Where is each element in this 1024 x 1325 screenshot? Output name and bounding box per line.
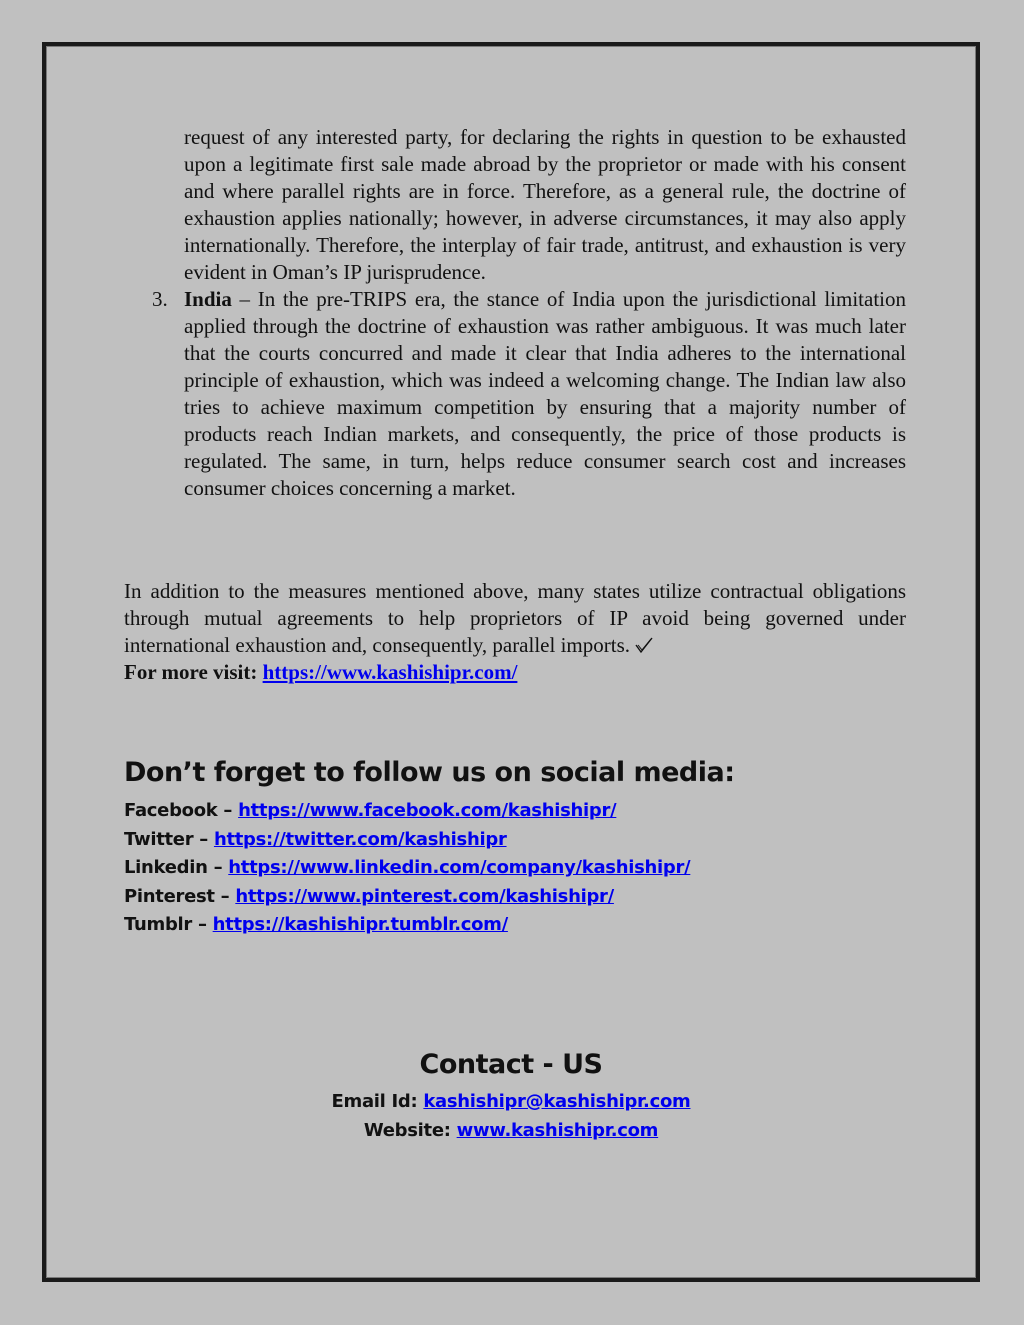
list-item-number: 3.: [152, 287, 168, 311]
social-name: Linkedin –: [124, 857, 223, 878]
website-label: Website:: [363, 1120, 451, 1141]
visit-label: For more visit:: [124, 660, 258, 684]
social-name: Tumblr –: [124, 914, 207, 935]
list-item-term: India: [184, 287, 232, 311]
social-item-pinterest: [124, 883, 690, 912]
pinterest-link[interactable]: https://www.pinterest.com/kashishipr/: [235, 885, 614, 907]
contact-email-line: [46, 1091, 976, 1112]
website-link[interactable]: www.kashishipr.com: [456, 1120, 659, 1141]
email-label: Email Id:: [331, 1091, 418, 1112]
social-item-linkedin: [124, 854, 690, 883]
social-item-tumblr: [124, 911, 690, 940]
document-page: [42, 42, 980, 1282]
twitter-link[interactable]: https://twitter.com/kashishipr: [213, 828, 507, 850]
list-item-india: [152, 286, 906, 502]
social-heading: Don’t forget to follow us on social media:: [124, 757, 735, 788]
list-item-continuation: request of any interested party, for declaring the rights in question to be exhausted upon a legitimate first sale made abroad by the proprietor or made with his consent and where parallel rights are in force. Therefore, as a general rule, the doctrine of exhaustion applies nationally; however, in adverse circumstances, it may also apply internationally. Therefore, the interplay of fair trade, antitrust, and exhaustion is very evident in Oman’s IP jurisprudence.: [184, 125, 906, 284]
social-name: Facebook –: [124, 800, 233, 821]
social-item-twitter: [124, 826, 690, 855]
numbered-list: [152, 124, 906, 502]
social-item-facebook: [124, 797, 690, 826]
social-name: Pinterest –: [124, 885, 230, 907]
contact-website-line: [46, 1120, 976, 1141]
email-link[interactable]: kashishipr@kashishipr.com: [423, 1091, 691, 1112]
visit-line: [124, 659, 517, 686]
check-icon: [634, 636, 654, 654]
social-list: [124, 797, 690, 940]
body-paragraph-text: In addition to the measures mentioned above, many states utilize contractual obligations through mutual agreements to help proprietors of IP avoid being governed under international exhaustion and, consequently, parallel imports.: [124, 579, 906, 657]
facebook-link[interactable]: https://www.facebook.com/kashishipr/: [238, 800, 617, 821]
tumblr-link[interactable]: https://kashishipr.tumblr.com/: [212, 914, 508, 935]
linkedin-link[interactable]: https://www.linkedin.com/company/kashishipr/: [228, 857, 691, 878]
list-item-text: – In the pre-TRIPS era, the stance of India upon the jurisdictional limitation applied through the doctrine of exhaustion was rather ambiguous. It was much later that the courts concurred and made it clear that India adheres to the international principle of exhaustion, which was indeed a welcoming change. The Indian law also tries to achieve maximum competition by ensuring that a majority number of products reach Indian markets, and consequently, the price of those products is regulated. The same, in turn, helps reduce consumer search cost and increases consumer choices concerning a market.: [184, 287, 906, 500]
contact-heading: Contact - US: [419, 1049, 603, 1080]
visit-link[interactable]: https://www.kashishipr.com/: [262, 660, 518, 684]
body-paragraph: [124, 578, 906, 659]
social-name: Twitter –: [124, 828, 208, 850]
